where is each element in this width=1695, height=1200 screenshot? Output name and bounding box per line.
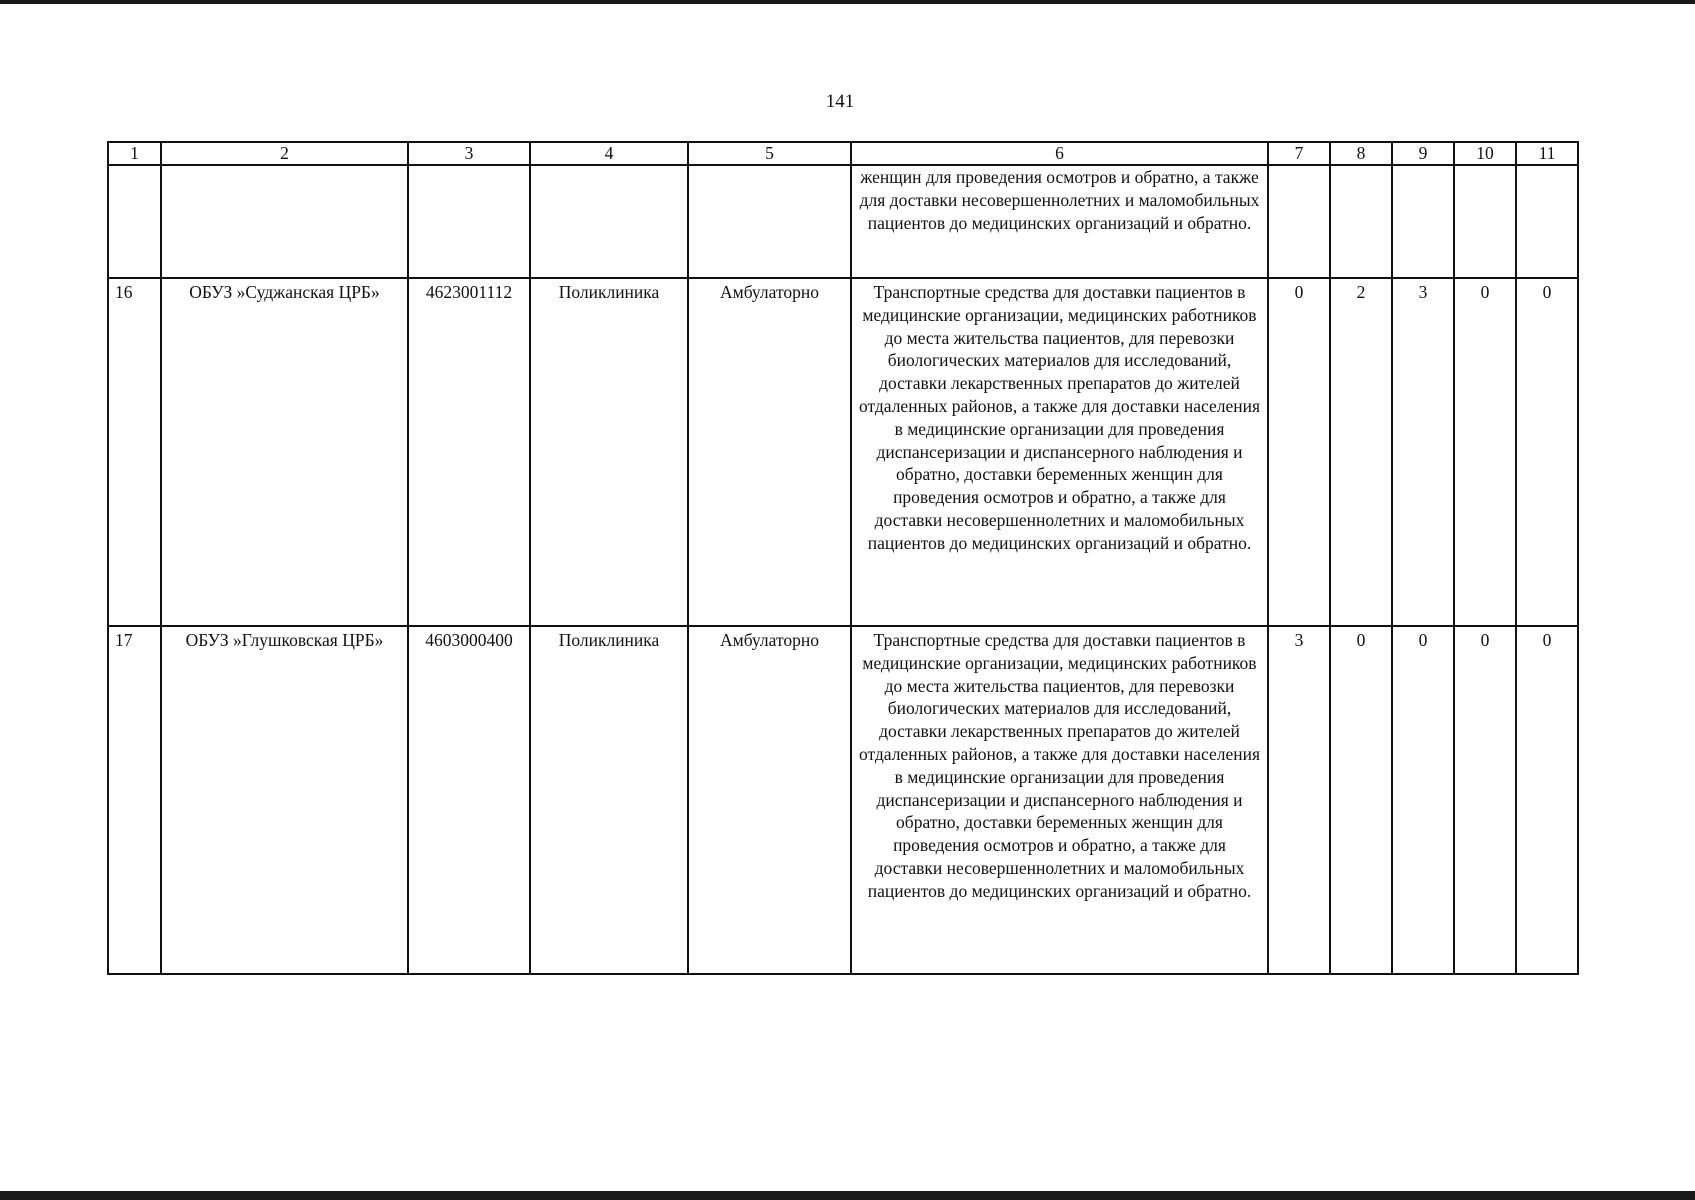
cell-description: Транспортные средства для доставки пациентов в медицинские организации, медицинских работников до места жительства пациентов, для перевозки биологических материалов для исследований, доставки лекарственных препаратов до жителей отдаленных районов, а также для доставки населения в медицинские организации для проведения диспансеризации и диспансерного наблюдения и обратно, доставки беременных женщин для проведения осмотров и обратно, а также для доставки несовершеннолетних и маломобильных пациентов до медицинских организаций и обратно. bbox=[851, 278, 1268, 626]
cell-value: 3 bbox=[1268, 626, 1330, 974]
cell-value: 0 bbox=[1516, 626, 1578, 974]
column-header: 1 bbox=[108, 142, 161, 165]
data-table bbox=[107, 141, 1579, 975]
column-header: 9 bbox=[1392, 142, 1454, 165]
cell-name bbox=[161, 165, 408, 278]
cell-value bbox=[1454, 165, 1516, 278]
table-row bbox=[108, 626, 1578, 974]
cell-value: 0 bbox=[1268, 278, 1330, 626]
column-header: 11 bbox=[1516, 142, 1578, 165]
cell-type: Поликлиника bbox=[530, 278, 688, 626]
scan-edge-top bbox=[0, 0, 1695, 4]
cell-value: 0 bbox=[1516, 278, 1578, 626]
cell-mode bbox=[688, 165, 851, 278]
cell-name: ОБУЗ »Суджанская ЦРБ» bbox=[161, 278, 408, 626]
cell-code: 4623001112 bbox=[408, 278, 530, 626]
column-header: 3 bbox=[408, 142, 530, 165]
cell-mode: Амбулаторно bbox=[688, 626, 851, 974]
cell-value: 0 bbox=[1454, 278, 1516, 626]
column-header: 2 bbox=[161, 142, 408, 165]
table-row bbox=[108, 278, 1578, 626]
cell-type bbox=[530, 165, 688, 278]
cell-type: Поликлиника bbox=[530, 626, 688, 974]
cell-value bbox=[1268, 165, 1330, 278]
column-header: 8 bbox=[1330, 142, 1392, 165]
cell-name: ОБУЗ »Глушковская ЦРБ» bbox=[161, 626, 408, 974]
column-header: 4 bbox=[530, 142, 688, 165]
cell-num: 16 bbox=[108, 278, 161, 626]
page-number: 141 bbox=[825, 91, 855, 112]
scan-edge-bottom bbox=[0, 1191, 1695, 1200]
cell-code bbox=[408, 165, 530, 278]
cell-description: Транспортные средства для доставки пациентов в медицинские организации, медицинских работников до места жительства пациентов, для перевозки биологических материалов для исследований, доставки лекарственных препаратов до жителей отдаленных районов, а также для доставки населения в медицинские организации для проведения диспансеризации и диспансерного наблюдения и обратно, доставки беременных женщин для проведения осмотров и обратно, а также для доставки несовершеннолетних и маломобильных пациентов до медицинских организаций и обратно. bbox=[851, 626, 1268, 974]
cell-mode: Амбулаторно bbox=[688, 278, 851, 626]
cell-num: 17 bbox=[108, 626, 161, 974]
header-row bbox=[108, 142, 1578, 165]
cell-description: женщин для проведения осмотров и обратно, а также для доставки несовершеннолетних и маломобильных пациентов до медицинских организаций и обратно. bbox=[851, 165, 1268, 278]
table-row-continuation bbox=[108, 165, 1578, 278]
column-header: 6 bbox=[851, 142, 1268, 165]
cell-value bbox=[1330, 165, 1392, 278]
cell-value bbox=[1516, 165, 1578, 278]
cell-value: 2 bbox=[1330, 278, 1392, 626]
column-header: 10 bbox=[1454, 142, 1516, 165]
cell-value: 0 bbox=[1454, 626, 1516, 974]
cell-num bbox=[108, 165, 161, 278]
cell-value: 0 bbox=[1330, 626, 1392, 974]
cell-value bbox=[1392, 165, 1454, 278]
cell-code: 4603000400 bbox=[408, 626, 530, 974]
column-header: 7 bbox=[1268, 142, 1330, 165]
column-header: 5 bbox=[688, 142, 851, 165]
cell-value: 0 bbox=[1392, 626, 1454, 974]
cell-value: 3 bbox=[1392, 278, 1454, 626]
